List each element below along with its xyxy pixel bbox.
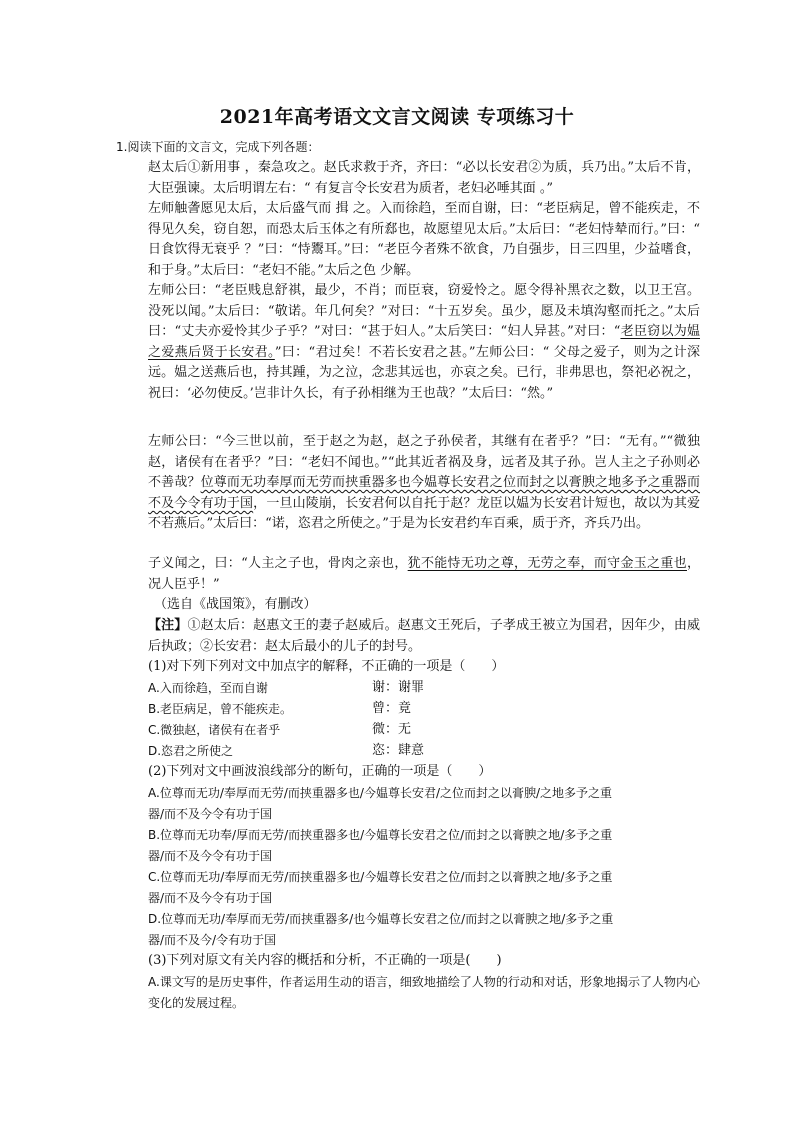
passage-paragraph-5 [148,554,700,595]
passage-text: ，一旦山陵崩，长安君何以自托于赵？龙臣以媪为长安君计短也，故以为其爱不若燕后。”太后曰：“诺，恣君之所使之。”于是为长安君约车百乘，质于齐，齐兵乃出。 [148,495,700,532]
passage-text: ”曰：“君过矣！不若长安君之甚。”左师公曰：“ 父母之爱子，则为之计深远。媪之送燕后也，持其踵，为之泣，念悲其远也，亦哀之矣。已行，非弗思也，祭祀必祝之，祝曰：‘必勿使反。’岂非计久长，有子孙相继为王也哉？”太后曰：“然。” [148,344,700,401]
underlined-sentence: 犹不能恃无功之尊，无劳之奉，而守金玉之重也 [407,556,687,571]
q2-option-a-line1: A.位尊而无功/奉厚而无劳/而挟重器多也/今媪尊长安君/之位而封之以膏腴/之地多予之重 [148,786,613,800]
passage-paragraph-1: 赵太后①新用事 ，秦急攻之。赵氏求救于齐，齐曰：“必以长安君②为质，兵乃出。”太后不肯，大臣强谏。太后明谓左右：“ 有复言令长安君为质者，老妇必唾其面 。” [148,160,700,196]
passage-paragraph-3 [148,281,700,405]
q2-option-d-line1: D.位尊而无功/奉厚而无劳/而挟重器多/也今媪尊长安君之位/而封之以膏腴之地/多予之重 [148,912,614,926]
q1-option-c-answer: 微：无 [372,722,412,737]
passage-paragraph-4 [148,432,700,535]
q2-option-b-line2: 器/而不及今令有功于国 [148,849,273,863]
q2-option-d-line2: 器/而不及今/令有功于国 [148,933,277,947]
note-text: ①赵太后：赵惠文王的妻子赵威后。赵惠文王死后，子孝成王被立为国君，因年少，由威后执政；②长安君：赵太后最小的儿子的封号。 [148,618,700,654]
q1-option-b-answer: 曾：竟 [372,701,412,716]
q2-option-c-line2: 器/而不及今令有功于国 [148,891,273,905]
q2-stem: (2)下列对文中画波浪线部分的断句，正确的一项是（ ） [148,764,492,779]
q2-option-b-line1: B.位尊而无功奉/厚而无劳/而挟重器多也/今媪尊长安君之位/而封之以膏腴之地/多予之重 [148,828,613,842]
page-title: 2021年高考语文文言文阅读 专项练习十 [219,106,575,128]
passage-text: 左师公曰：“老臣贱息舒祺，最少，不肖；而臣衰，窃爱怜之。愿令得补黑衣之数，以卫王宫。没死以闻。”太后曰：“敬诺。年几何矣？”对曰：“十五岁矣。虽少，愿及未填沟壑而托之。”太后曰：“丈夫亦爱怜其少子乎？”对曰：“甚于妇人。”太后笑曰：“妇人异甚。”对曰：“ [148,283,700,340]
underlined-sentence: 老臣窃以为媪之爱燕后贤于长安君。 [148,324,700,360]
q1-option-a-answer: 谢：谢罪 [372,680,425,695]
q1-option-d-answer: 恣：肆意 [372,743,425,758]
passage-text: 左师公曰：“今三世以前，至于赵之为赵，赵之子孙侯者，其继有在者乎？”曰：“无有。”“微独赵，诸侯有在者乎？”曰：“老妇不闻也。”“此其近者祸及身，远者及其子孙。岂人主之子孙则必不善哉？ [148,434,700,491]
q1-option-c: C.微独赵，诸侯有在者乎 [148,723,281,737]
passage-text: ，况人臣乎！” [148,556,700,592]
annotation-note [148,616,700,657]
q1-stem: (1)对下列下列对文中加点字的解释，不正确的一项是（ ） [148,659,505,674]
question-intro: 1.阅读下面的文言文，完成下列各题： [116,140,320,154]
q2-option-a-line2: 器/而不及今令有功于国 [148,807,273,821]
q1-option-b: B.老臣病足，曾不能疾走。 [148,702,293,716]
q3-stem: (3)下列对原文有关内容的概括和分析，不正确的一项是( ) [148,953,502,968]
q1-option-a: A.入而徐趋，至而自谢 [148,681,268,695]
wavy-underlined-passage: 位尊而无功奉厚而无劳而挟重器多也今媪尊长安君之位而封之以膏腴之地多予之重器而不及今令有功于国 [148,475,700,511]
passage-text: 子义闻之，曰：“人主之子也，骨肉之亲也， [148,556,408,571]
source-citation: （选自《战国策》，有删改） [154,597,317,612]
passage-paragraph-2: 左师触詟愿见太后，太后盛气而 揖 之。入而徐趋，至而自谢，曰：“老臣病足，曾不能疾走，不得见久矣，窃自恕，而恐太后玉体之有所郄也，故愿望见太后。”太后曰：“老妇恃辇而行。”曰：“ 日食饮得无衰乎 ？”曰：“恃鬻耳。”曰：“老臣今者殊不欲食，乃自强步，日三四里，少益嗜食，和于身。”太后曰：“老妇不能。”太后之色 少解。 [148,201,700,278]
q1-option-d: D.恣君之所使之 [148,744,234,758]
q2-option-c-line1: C.位尊而无功/奉厚而无劳/而挟重器多也/今媪尊长安君之位/而封之以膏腴之地/多予之重 [148,870,613,884]
note-label: 【注】 [148,618,188,633]
q3-option-a: A.课文写的是历史事件，作者运用生动的语言，细致地描绘了人物的行动和对话，形象地揭示了人物内心变化的发展过程。 [148,975,700,1010]
